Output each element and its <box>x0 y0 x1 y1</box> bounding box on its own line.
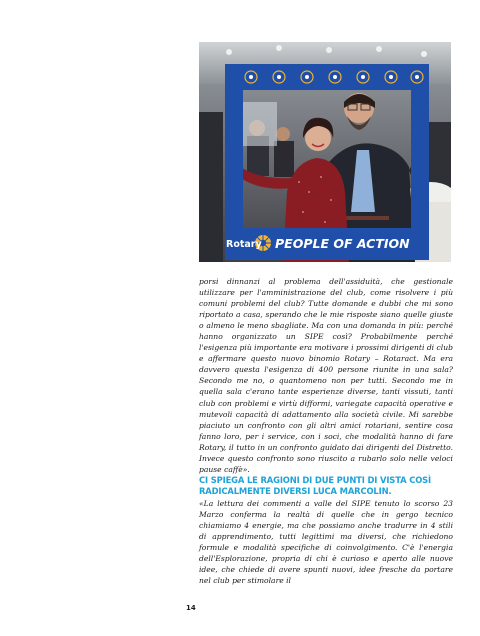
article-subheading: CI SPIEGA LE RAGIONI DI DUE PUNTI DI VISTA COSÌ RADICALMENTE DIVERSI LUCA MARCOLIN. <box>199 474 432 497</box>
article-paragraph: porsi dinnanzi al problema dell'assiduità, che gestionale utilizzare per l'amministrazione del club, come risolvere i più comuni problemi del club? Tutte domande e dubbi che mi sono riportato a casa, sperando che le mie risposte siano quelle giuste o almeno le meno sbagliate. Ma con una domanda in più: perché hanno organizzato un SIPE così? Probabilmente perché l'esigenza più importante era motivare i prossimi dirigenti di club e affermare questo nuovo binomio Rotary – Rotaract. Ma era davvero questa l'esigenza di 400 persone riunite in una sala? Secondo me no, o quantomeno non per tutti. Secondo me in quella sala c'erano tante esperienze diverse, tanti vissuti, tanti club con problemi e virtù difformi, variegate capacità operative e mutevoli capacità di adattamento alla società civile. Mi sarebbe piaciuto un confronto con gli altri amici rotariani, sentire cosa fanno loro, per i service, con i soci, che modalità hanno di fare Rotary, il tutto in un confronto guidato dai dirigenti del Distretto. Invece questo confronto sono riuscito a rubarlo solo nelle veloci pause caffè». <box>199 277 453 474</box>
photo-illustration <box>199 42 451 262</box>
page-number: 14 <box>186 604 196 612</box>
event-photo <box>199 42 451 262</box>
article-body <box>199 276 453 586</box>
frame-slogan-text: PEOPLE OF ACTION <box>275 236 410 251</box>
frame-brand-text: Rotary <box>226 239 262 250</box>
article-paragraph: «La lettura dei commenti a valle del SIPE tenuto lo scorso 23 Marzo conferma la realtà di quelle che in gergo tecnico chiamiamo 4 energie, ma che possiamo anche tradurre in 4 stili di apprendimento, tutti legittimi ma diversi, che richiedono formule e modalità specifiche di coinvolgimento. C'è l'energia dell'Esplorazione, propria di chi è curioso e aperto alle nuove idee, che chiede di avere spunti nuovi, idee fresche da portare nel club per stimolare il <box>199 499 453 586</box>
